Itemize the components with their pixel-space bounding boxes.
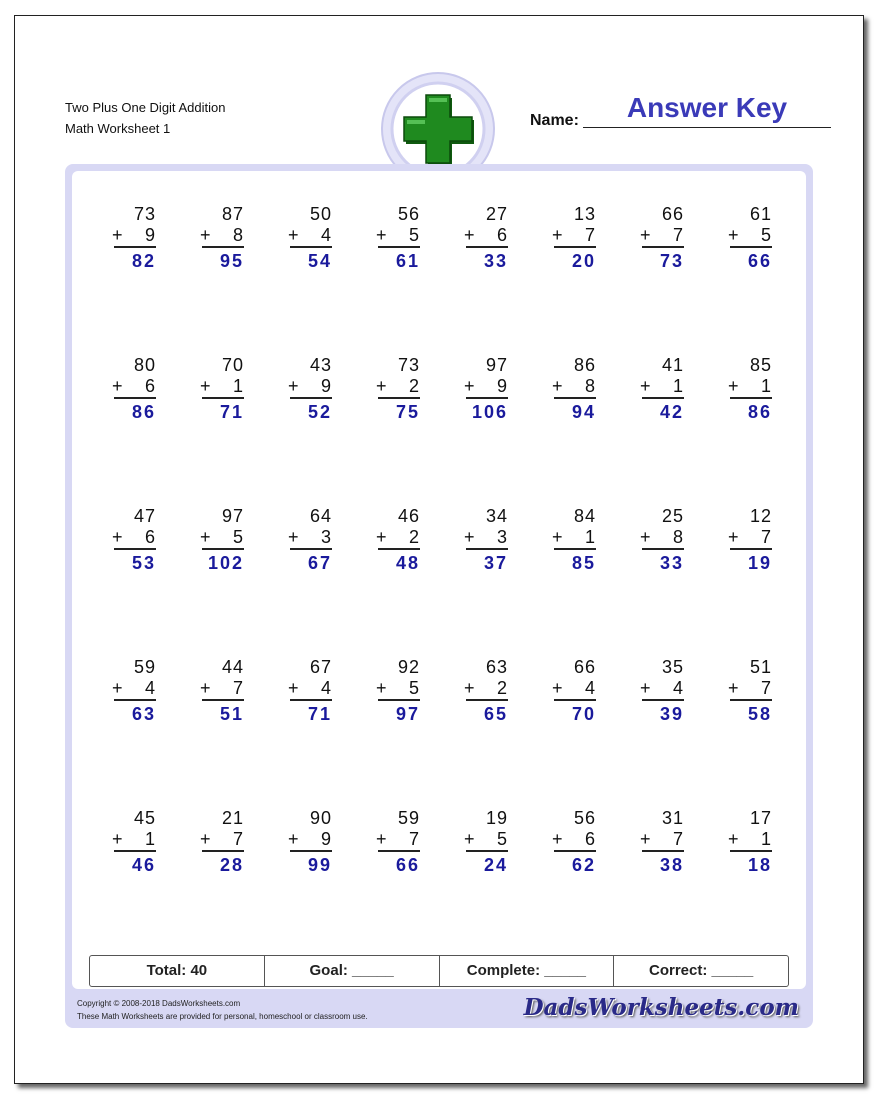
- plus-sign: +: [728, 527, 740, 547]
- addition-problem: [290, 657, 332, 725]
- addition-problem: [466, 204, 508, 272]
- plus-sign: +: [200, 376, 212, 396]
- addend-bottom: [378, 829, 420, 852]
- addition-problem: [202, 204, 244, 272]
- answer: 66: [747, 251, 772, 271]
- addend-top: 47: [133, 506, 156, 526]
- addend-bottom-value: 3: [496, 527, 508, 547]
- addend-bottom-value: 1: [760, 829, 772, 849]
- addend-bottom: [202, 829, 244, 852]
- addend-top: 59: [133, 657, 156, 677]
- answer: 63: [131, 704, 156, 724]
- addend-bottom: [642, 376, 684, 399]
- answer: 67: [307, 553, 332, 573]
- addend-bottom-value: 2: [408, 376, 420, 396]
- answer: 20: [571, 251, 596, 271]
- addend-bottom-value: 7: [232, 829, 244, 849]
- problem-area: [72, 171, 806, 989]
- plus-sign: +: [640, 829, 652, 849]
- addend-bottom-value: 6: [144, 527, 156, 547]
- plus-sign: +: [112, 527, 124, 547]
- complete-field: Complete: _____: [440, 956, 615, 986]
- addend-bottom: [554, 829, 596, 852]
- addition-problem: [466, 355, 508, 423]
- addition-problem: [114, 657, 156, 725]
- addition-problem: [554, 204, 596, 272]
- addition-problem: [114, 506, 156, 574]
- answer: 19: [747, 553, 772, 573]
- answer: 24: [483, 855, 508, 875]
- addend-bottom: [378, 527, 420, 550]
- addend-bottom-value: 5: [760, 225, 772, 245]
- addend-bottom-value: 1: [584, 527, 596, 547]
- addend-bottom-value: 5: [408, 225, 420, 245]
- answer: 53: [131, 553, 156, 573]
- addition-problem: [730, 506, 772, 574]
- addend-bottom-value: 7: [760, 527, 772, 547]
- addend-bottom-value: 4: [584, 678, 596, 698]
- plus-sign: +: [288, 678, 300, 698]
- plus-sign: +: [728, 829, 740, 849]
- addend-top: 84: [573, 506, 596, 526]
- answer: 38: [659, 855, 684, 875]
- plus-sign: +: [288, 225, 300, 245]
- answer: 86: [131, 402, 156, 422]
- addend-bottom-value: 8: [672, 527, 684, 547]
- addition-problem: [466, 657, 508, 725]
- addend-top: 35: [661, 657, 684, 677]
- answer: 66: [395, 855, 420, 875]
- plus-sign: +: [464, 829, 476, 849]
- addend-bottom-value: 5: [232, 527, 244, 547]
- addition-problem: [290, 506, 332, 574]
- addend-top: 44: [221, 657, 244, 677]
- stats-bar: [89, 955, 789, 987]
- addend-top: 70: [221, 355, 244, 375]
- addend-top: 41: [661, 355, 684, 375]
- addend-top: 21: [221, 808, 244, 828]
- answer: 94: [571, 402, 596, 422]
- usage-notice: These Math Worksheets are provided for personal, homeschool or classroom use.: [77, 1012, 368, 1021]
- plus-sign: +: [464, 225, 476, 245]
- addition-problem: [554, 657, 596, 725]
- addend-bottom: [466, 225, 508, 248]
- addend-bottom-value: 4: [672, 678, 684, 698]
- answer: 75: [395, 402, 420, 422]
- addend-top: 17: [749, 808, 772, 828]
- plus-sign: +: [288, 829, 300, 849]
- addend-bottom: [466, 678, 508, 701]
- addition-problem: [290, 355, 332, 423]
- answer: 82: [131, 251, 156, 271]
- addend-bottom: [202, 376, 244, 399]
- addend-bottom: [202, 527, 244, 550]
- addend-bottom: [378, 376, 420, 399]
- plus-sign: +: [640, 376, 652, 396]
- addend-bottom: [642, 678, 684, 701]
- addend-bottom-value: 8: [232, 225, 244, 245]
- addition-problem: [554, 808, 596, 876]
- addend-bottom: [466, 376, 508, 399]
- answer: 102: [207, 553, 244, 573]
- answer: 58: [747, 704, 772, 724]
- addend-bottom-value: 1: [232, 376, 244, 396]
- addend-top: 13: [573, 204, 596, 224]
- addend-bottom: [378, 225, 420, 248]
- addend-bottom: [642, 829, 684, 852]
- addend-top: 64: [309, 506, 332, 526]
- plus-sign: +: [288, 527, 300, 547]
- addend-bottom-value: 7: [232, 678, 244, 698]
- addend-top: 63: [485, 657, 508, 677]
- plus-sign: +: [728, 225, 740, 245]
- addend-top: 59: [397, 808, 420, 828]
- addend-top: 27: [485, 204, 508, 224]
- addition-problem: [378, 204, 420, 272]
- addition-problem: [378, 506, 420, 574]
- title-line-2: Math Worksheet 1: [65, 121, 171, 136]
- addend-bottom: [114, 829, 156, 852]
- addend-bottom-value: 6: [496, 225, 508, 245]
- addend-top: 66: [573, 657, 596, 677]
- answer: 37: [483, 553, 508, 573]
- addend-top: 73: [397, 355, 420, 375]
- addend-top: 85: [749, 355, 772, 375]
- addend-bottom-value: 7: [584, 225, 596, 245]
- answer: 33: [659, 553, 684, 573]
- plus-sign: +: [112, 678, 124, 698]
- addend-bottom: [114, 527, 156, 550]
- addition-problem: [466, 506, 508, 574]
- answer: 54: [307, 251, 332, 271]
- addition-problem: [642, 204, 684, 272]
- addend-top: 80: [133, 355, 156, 375]
- answer: 85: [571, 553, 596, 573]
- addend-bottom-value: 9: [144, 225, 156, 245]
- addend-bottom: [554, 376, 596, 399]
- plus-sign: +: [552, 527, 564, 547]
- plus-sign: +: [112, 376, 124, 396]
- addend-bottom-value: 5: [408, 678, 420, 698]
- addend-bottom: [378, 678, 420, 701]
- problem-frame: [65, 164, 813, 1028]
- addend-bottom: [202, 225, 244, 248]
- addition-problem: [114, 355, 156, 423]
- plus-sign: +: [288, 376, 300, 396]
- answer: 42: [659, 402, 684, 422]
- addition-problem: [554, 355, 596, 423]
- addend-top: 25: [661, 506, 684, 526]
- addend-top: 12: [749, 506, 772, 526]
- addend-top: 19: [485, 808, 508, 828]
- addend-bottom: [554, 527, 596, 550]
- name-label: Name:: [530, 112, 579, 129]
- addend-bottom: [730, 678, 772, 701]
- addend-top: 73: [133, 204, 156, 224]
- plus-sign: +: [640, 678, 652, 698]
- addend-bottom-value: 2: [496, 678, 508, 698]
- answer: 86: [747, 402, 772, 422]
- title-line-1: Two Plus One Digit Addition: [65, 100, 226, 115]
- worksheet-title: [65, 97, 225, 139]
- plus-sign: +: [376, 829, 388, 849]
- addend-top: 90: [309, 808, 332, 828]
- addend-bottom: [554, 225, 596, 248]
- addend-bottom-value: 1: [144, 829, 156, 849]
- plus-sign: +: [376, 376, 388, 396]
- addend-top: 56: [573, 808, 596, 828]
- addend-top: 56: [397, 204, 420, 224]
- addend-bottom: [730, 527, 772, 550]
- addend-bottom-value: 9: [496, 376, 508, 396]
- addend-top: 61: [749, 204, 772, 224]
- addend-bottom: [730, 829, 772, 852]
- addend-bottom: [730, 376, 772, 399]
- addend-bottom: [290, 678, 332, 701]
- addition-problem: [202, 355, 244, 423]
- name-line: [583, 127, 831, 128]
- footer-copyright: [77, 997, 368, 1023]
- addend-top: 66: [661, 204, 684, 224]
- addition-problem: [202, 657, 244, 725]
- addition-problem: [290, 204, 332, 272]
- answer: 51: [219, 704, 244, 724]
- addend-bottom: [290, 527, 332, 550]
- plus-sign: +: [376, 225, 388, 245]
- answer-key-text: Answer Key: [626, 92, 788, 123]
- plus-sign: +: [640, 225, 652, 245]
- addend-bottom-value: 9: [320, 376, 332, 396]
- plus-sign: +: [464, 376, 476, 396]
- total-count: Total: 40: [90, 956, 265, 986]
- problem-grid: [72, 171, 806, 989]
- answer: 33: [483, 251, 508, 271]
- addition-problem: [642, 355, 684, 423]
- addition-problem: [730, 204, 772, 272]
- answer: 65: [483, 704, 508, 724]
- addend-bottom-value: 1: [760, 376, 772, 396]
- addend-bottom: [466, 527, 508, 550]
- addend-bottom: [730, 225, 772, 248]
- addition-problem: [642, 808, 684, 876]
- answer: 28: [219, 855, 244, 875]
- addition-problem: [202, 506, 244, 574]
- addend-bottom-value: 7: [672, 225, 684, 245]
- addend-top: 43: [309, 355, 332, 375]
- plus-sign: +: [376, 527, 388, 547]
- plus-sign: +: [376, 678, 388, 698]
- addition-problem: [114, 204, 156, 272]
- answer: 99: [307, 855, 332, 875]
- addend-bottom-value: 1: [672, 376, 684, 396]
- plus-sign: +: [200, 527, 212, 547]
- addend-bottom-value: 7: [672, 829, 684, 849]
- plus-sign: +: [728, 678, 740, 698]
- answer: 52: [307, 402, 332, 422]
- addend-bottom-value: 3: [320, 527, 332, 547]
- answer: 95: [219, 251, 244, 271]
- answer: 62: [571, 855, 596, 875]
- addition-problem: [378, 355, 420, 423]
- addition-problem: [642, 506, 684, 574]
- plus-sign: +: [640, 527, 652, 547]
- addition-problem: [290, 808, 332, 876]
- addend-bottom-value: 9: [320, 829, 332, 849]
- addend-bottom-value: 4: [320, 678, 332, 698]
- addition-problem: [114, 808, 156, 876]
- addend-bottom: [202, 678, 244, 701]
- addition-problem: [730, 355, 772, 423]
- plus-sign: +: [552, 225, 564, 245]
- addend-bottom-value: 7: [760, 678, 772, 698]
- addend-top: 50: [309, 204, 332, 224]
- plus-sign: +: [552, 376, 564, 396]
- answer: 48: [395, 553, 420, 573]
- addend-top: 87: [221, 204, 244, 224]
- answer: 61: [395, 251, 420, 271]
- addition-problem: [202, 808, 244, 876]
- addend-bottom: [290, 829, 332, 852]
- addition-problem: [466, 808, 508, 876]
- plus-sign: +: [112, 829, 124, 849]
- addition-problem: [642, 657, 684, 725]
- addend-bottom-value: 6: [584, 829, 596, 849]
- addend-bottom: [114, 678, 156, 701]
- addend-top: 97: [221, 506, 244, 526]
- addition-problem: [554, 506, 596, 574]
- addend-bottom-value: 4: [320, 225, 332, 245]
- plus-sign: +: [464, 678, 476, 698]
- plus-sign: +: [464, 527, 476, 547]
- addition-problem: [730, 657, 772, 725]
- answer: 70: [571, 704, 596, 724]
- plus-sign: +: [552, 678, 564, 698]
- plus-sign: +: [200, 829, 212, 849]
- addend-top: 31: [661, 808, 684, 828]
- addend-top: 67: [309, 657, 332, 677]
- addend-bottom-value: 2: [408, 527, 420, 547]
- addend-bottom-value: 4: [144, 678, 156, 698]
- plus-sign: +: [200, 225, 212, 245]
- answer: 71: [307, 704, 332, 724]
- addition-problem: [378, 808, 420, 876]
- plus-sign: +: [728, 376, 740, 396]
- addition-problem: [730, 808, 772, 876]
- addend-top: 51: [749, 657, 772, 677]
- addend-bottom: [114, 225, 156, 248]
- copyright-text: Copyright © 2008-2018 DadsWorksheets.com: [77, 999, 241, 1008]
- answer: 97: [395, 704, 420, 724]
- addend-bottom: [114, 376, 156, 399]
- answer: 46: [131, 855, 156, 875]
- correct-field: Correct: _____: [649, 962, 754, 979]
- addend-top: 86: [573, 355, 596, 375]
- addend-bottom-value: 7: [408, 829, 420, 849]
- addend-bottom: [290, 225, 332, 248]
- answer: 106: [471, 402, 508, 422]
- plus-sign: +: [552, 829, 564, 849]
- plus-sign: +: [200, 678, 212, 698]
- brand-logo: DadsWorksheets.com: [523, 994, 799, 1021]
- addend-bottom-value: 8: [584, 376, 596, 396]
- addend-bottom: [466, 829, 508, 852]
- plus-sign: +: [112, 225, 124, 245]
- addend-bottom: [554, 678, 596, 701]
- addend-bottom: [642, 225, 684, 248]
- worksheet-page: [14, 15, 864, 1084]
- addend-top: 92: [397, 657, 420, 677]
- answer: 73: [659, 251, 684, 271]
- answer: 39: [659, 704, 684, 724]
- answer: 71: [219, 402, 244, 422]
- addend-bottom: [642, 527, 684, 550]
- addend-top: 34: [485, 506, 508, 526]
- addend-top: 46: [397, 506, 420, 526]
- goal-field: Goal: _____: [265, 956, 440, 986]
- addend-bottom-value: 5: [496, 829, 508, 849]
- addend-bottom-value: 6: [144, 376, 156, 396]
- answer: 18: [747, 855, 772, 875]
- addend-top: 97: [485, 355, 508, 375]
- addend-top: 45: [133, 808, 156, 828]
- addition-problem: [378, 657, 420, 725]
- addend-bottom: [290, 376, 332, 399]
